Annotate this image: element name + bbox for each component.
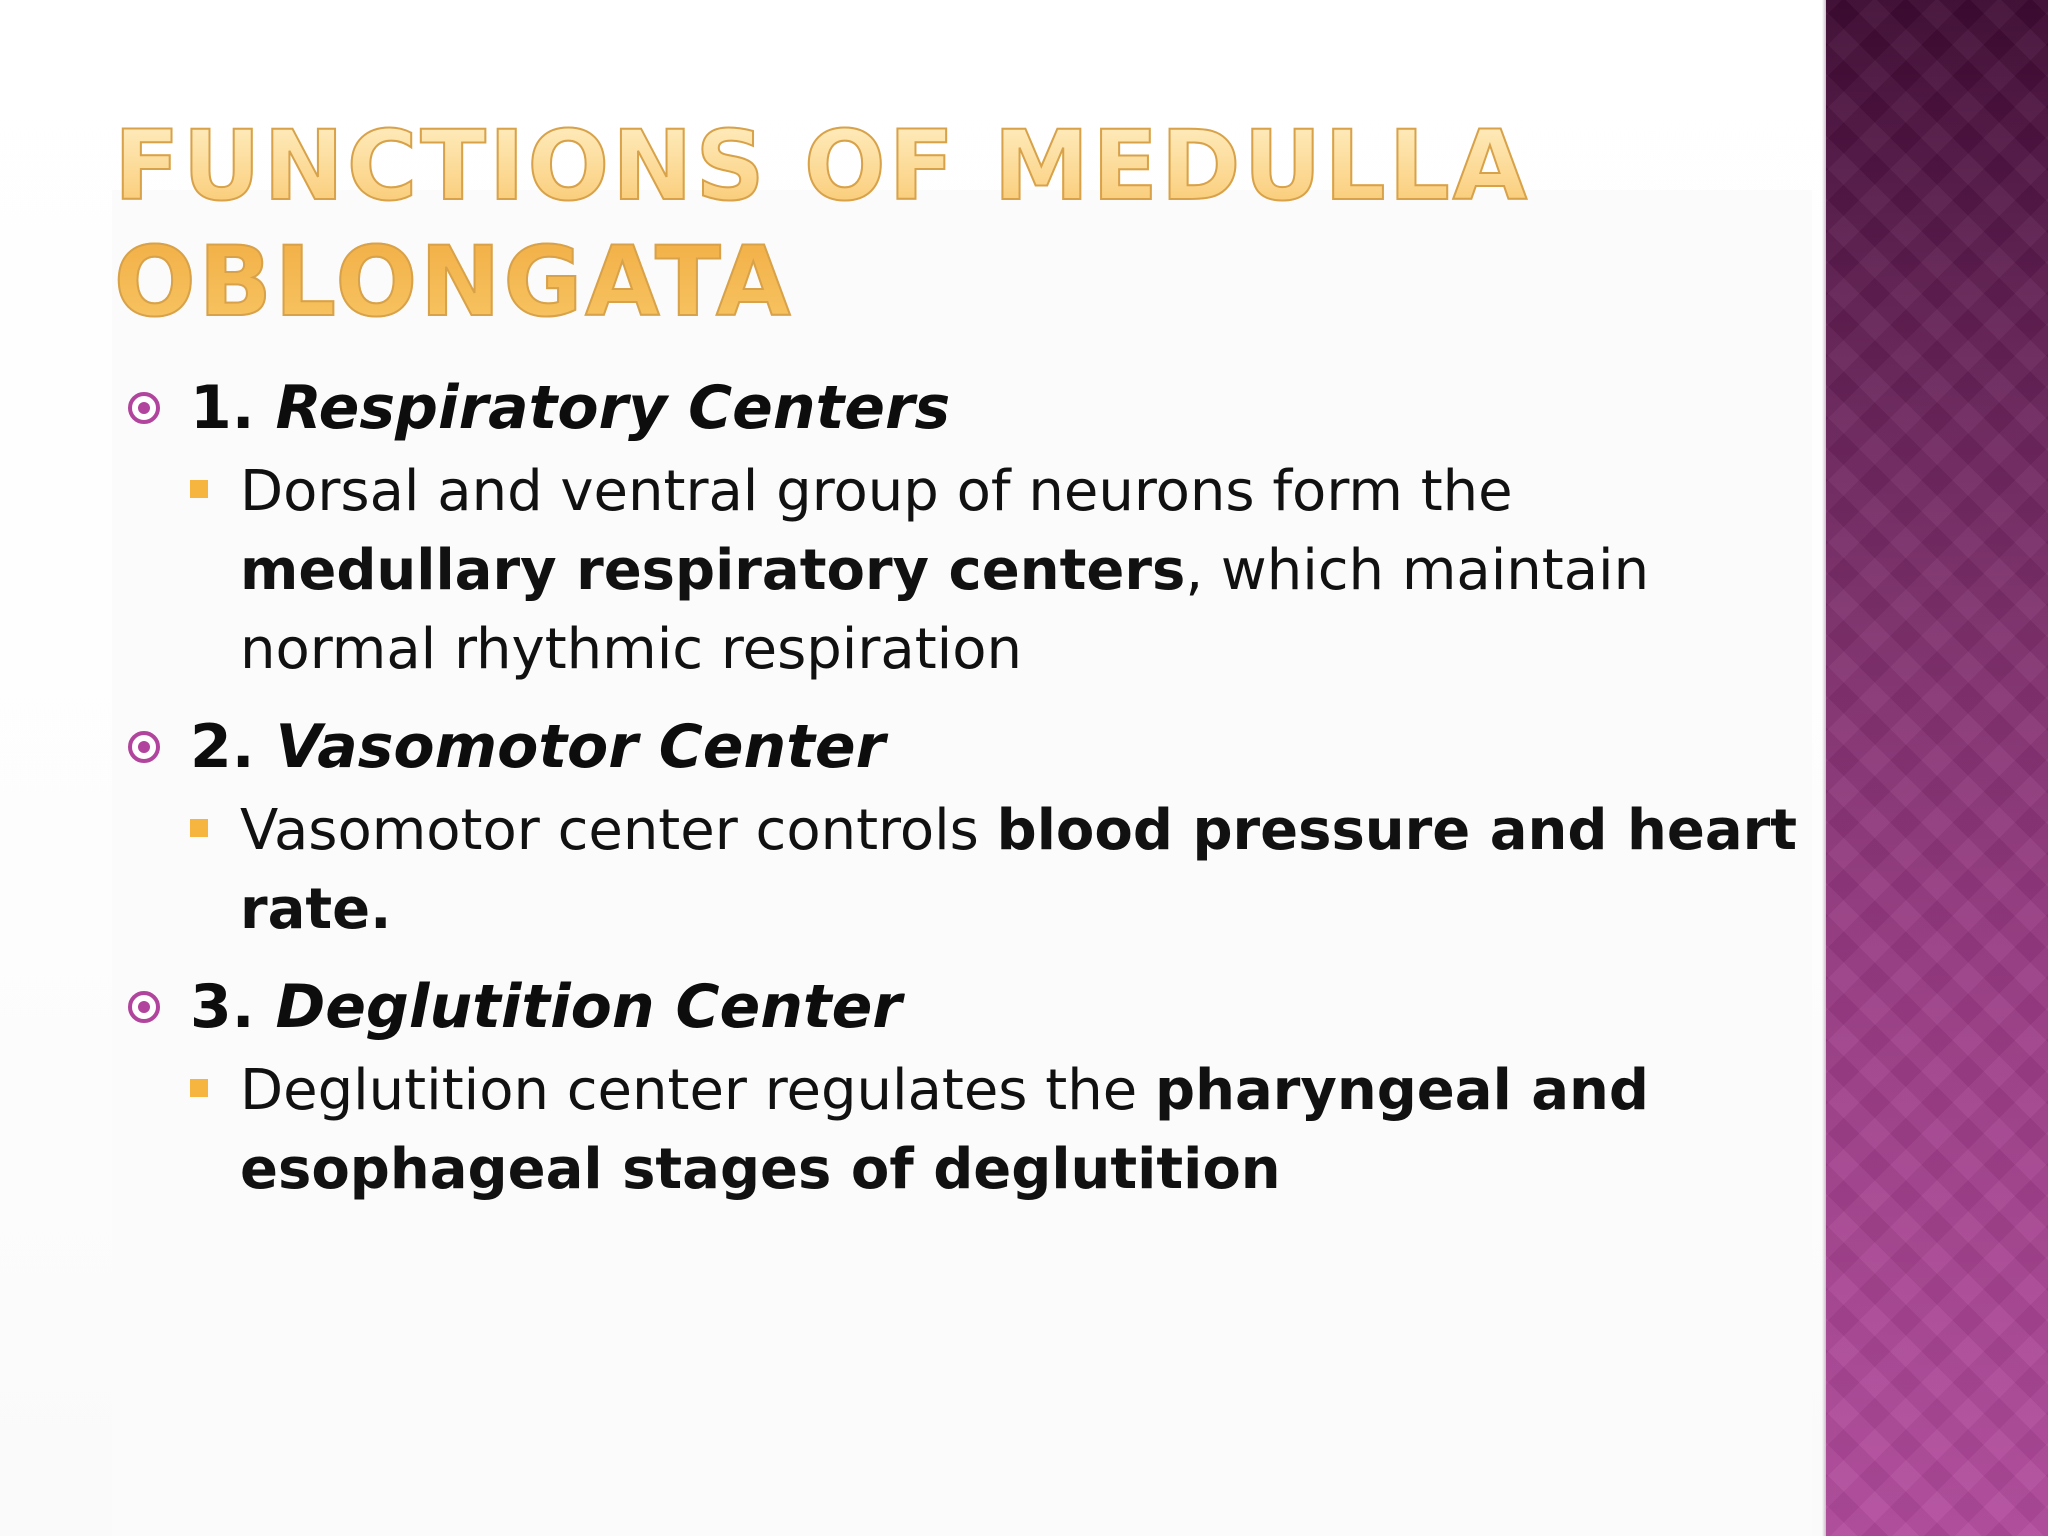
decorative-side-band <box>1826 0 2048 1536</box>
bullet-list <box>126 370 1798 1229</box>
sub-item-respiratory-description <box>240 452 1800 689</box>
list-item-deglutition-center <box>126 969 1726 1045</box>
title-line-1: FUNCTIONS OF MEDULLA <box>114 110 1531 222</box>
item-name: Respiratory Centers <box>275 373 951 443</box>
ring-dot-icon <box>128 991 160 1023</box>
title-line-2: OBLONGATA <box>114 226 794 338</box>
square-icon <box>190 1079 208 1097</box>
desc-text: Deglutition center regulates the <box>240 1058 1155 1123</box>
ring-dot-icon <box>128 392 160 424</box>
list-item-vasomotor-center <box>126 709 1726 785</box>
item-name: Vasomotor Center <box>275 712 886 782</box>
square-icon <box>190 819 208 837</box>
item-number: 2. <box>190 712 255 782</box>
desc-bold-text: medullary respiratory centers <box>240 538 1186 603</box>
desc-bold-text: blood pressure and heart rate. <box>240 798 1798 942</box>
item-number: 1. <box>190 373 255 443</box>
ring-dot-icon <box>128 731 160 763</box>
desc-text: Dorsal and ventral group of neurons form the <box>240 459 1513 524</box>
sub-item-deglutition-description <box>240 1051 1800 1209</box>
desc-text-end: , which maintain normal rhythmic respiration <box>240 538 1650 682</box>
item-name: Deglutition Center <box>275 972 902 1042</box>
slide-title <box>114 108 1714 340</box>
list-item-respiratory-centers <box>126 370 1726 446</box>
square-icon <box>190 480 208 498</box>
item-number: 3. <box>190 972 255 1042</box>
desc-bold-text: pharyngeal and esophageal stages of deglutition <box>240 1058 1650 1202</box>
sub-item-vasomotor-description <box>240 791 1800 949</box>
desc-text: Vasomotor center controls <box>240 798 997 863</box>
